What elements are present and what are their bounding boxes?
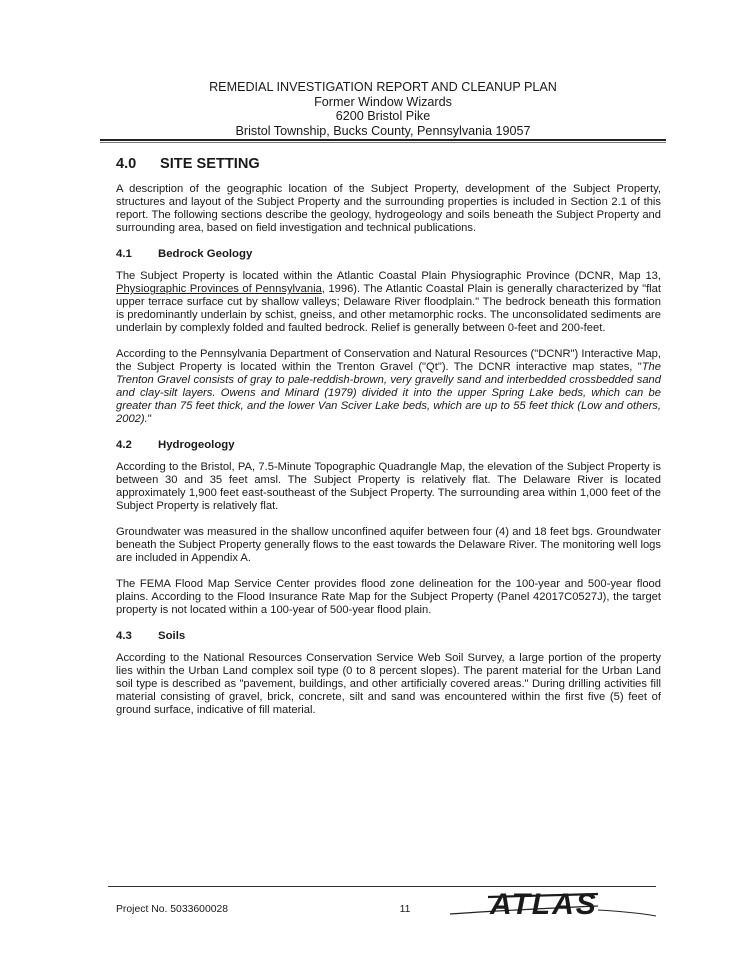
subsection-title: Soils xyxy=(158,630,186,642)
bedrock-paragraph-1: The Subject Property is located within the Atlantic Coastal Plain Physiographic Province (DCNR, Map 13, Physiographic Provinces of Pennsylvania, 1996). The Atlantic Coastal Plain is generally characterized by "flat upper terrace surface cut by shallow valleys; Delaware River floodplain." The bedrock beneath this formation is predominantly underlain by schist, gneiss, and other metamorphic rocks. The unconsolidated sediments are underlain by complexly folded and faulted bedrock. Relief is generally between 0-feet and 200-feet. xyxy=(116,270,662,334)
atlas-logo xyxy=(448,880,658,920)
section-intro-paragraph: A description of the geographic location of the Subject Property, development of the Subject Property, structures and layout of the Subject Property and the surrounding properties is included in Section 2.1 of this report. The following sections describe the geology, hydrogeology and soils beneath the Subject Property and surrounding area, based on field investigation and technical publications. xyxy=(116,183,661,234)
document-header xyxy=(100,80,666,138)
hydrogeology-paragraph-2: Groundwater was measured in the shallow unconfined aquifer between four (4) and 18 feet bgs. Groundwater beneath the Subject Property generally flows to the east towards the Delaware River. The monitoring well logs are included in Appendix A. xyxy=(116,526,661,564)
document-body xyxy=(116,158,661,730)
hydrogeology-paragraph-3: The FEMA Flood Map Service Center provides flood zone delineation for the 100-year and 500-year flood plains. According to the Flood Insurance Rate Map for the Subject Property (Panel 42017C0527J), the target property is not located within a 100-year of 500-year flood plain. xyxy=(116,578,661,616)
site-address: 6200 Bristol Pike xyxy=(335,109,431,124)
dcnr-quote: The Trenton Gravel consists of gray to pale-reddish-brown, very gravelly sand and interbedded crossbedded sand and clay-silt layers. Owens and Minard (1979) divided it into the upper Spring Lake beds, which can be greater than 75 feet thick, and the lower Van Sciver Lake beds, which are up to 55 feet thick (Low and others, 2002). xyxy=(116,361,661,425)
site-name: Former Window Wizards xyxy=(314,94,452,109)
subsection-title: Hydrogeology xyxy=(158,439,235,451)
hydrogeology-paragraph-1: According to the Bristol, PA, 7.5-Minute Topographic Quadrangle Map, the elevation of the Subject Property is between 30 and 35 feet amsl. The Subject Property is relatively flat. The Delaware River is located approximately 1,900 feet east-southeast of the Subject Property. The surrounding area within 1,000 feet of the Subject Property is relatively flat. xyxy=(116,461,661,512)
subsection-heading-hydrogeology xyxy=(116,439,661,452)
subsection-heading-soils xyxy=(116,630,661,643)
header-divider-thin xyxy=(100,142,666,143)
site-location: Bristol Township, Bucks County, Pennsylvania 19057 xyxy=(235,123,531,138)
section-heading xyxy=(116,158,661,171)
section-number: 4.0 xyxy=(116,156,137,172)
section-title: SITE SETTING xyxy=(160,156,260,172)
subsection-number: 4.1 xyxy=(116,248,132,260)
report-title: REMEDIAL INVESTIGATION REPORT AND CLEANUP PLAN xyxy=(209,80,557,94)
subsection-title: Bedrock Geology xyxy=(158,248,253,260)
publication-title: Physiographic Provinces of Pennsylvania xyxy=(116,283,322,295)
bedrock-paragraph-2: According to the Pennsylvania Department of Conservation and Natural Resources ("DCNR") Interactive Map, the Subject Property is located within the Trenton Gravel ("Qt"). The DCNR interactive map states, "The Trenton Gravel consists of gray to pale-reddish-brown, very gravelly sand and interbedded crossbedded sand and clay-silt layers. Owens and Minard (1979) divided it into the upper Spring Lake beds, which can be greater than 75 feet thick, and the lower Van Sciver Lake beds, which are up to 55 feet thick (Low and others, 2002)." xyxy=(116,348,661,425)
header-divider xyxy=(100,139,666,141)
subsection-number: 4.3 xyxy=(116,630,132,642)
atlas-logo-text: ATLAS xyxy=(490,888,598,920)
subsection-number: 4.2 xyxy=(116,439,132,451)
subsection-heading-bedrock xyxy=(116,248,661,261)
soils-paragraph-1: According to the National Resources Conservation Service Web Soil Survey, a large portion of the property lies within the Urban Land complex soil type (0 to 8 percent slopes). The parent material for the Urban Land soil type is described as "pavement, buildings, and other artificially covered areas." During drilling activities fill material consisting of gravel, brick, concrete, silt and sand was encountered within the first five (5) feet of ground surface, indicative of fill material. xyxy=(116,652,661,716)
project-number: Project No. 5033600028 xyxy=(116,904,229,915)
page-number: 11 xyxy=(399,904,411,915)
